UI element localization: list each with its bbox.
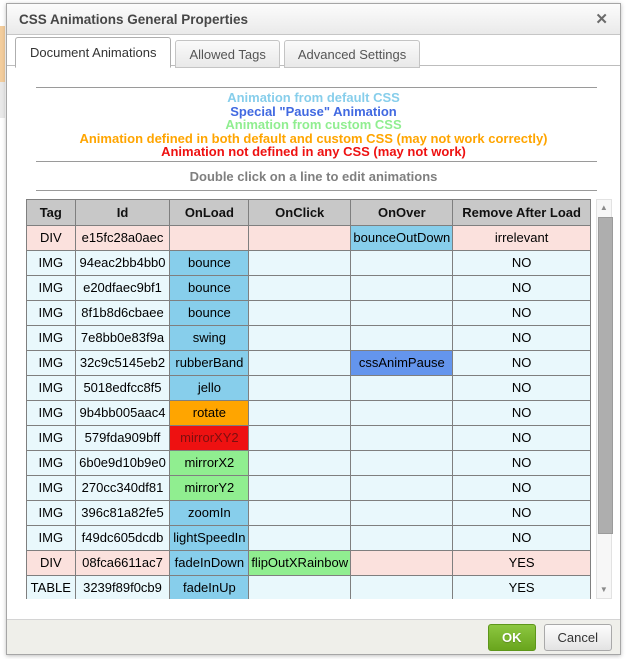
legend-line: Special "Pause" Animation	[230, 103, 397, 119]
cell-onclick[interactable]	[249, 475, 351, 500]
scrollbar-down-icon[interactable]: ▼	[599, 585, 608, 595]
cell-tag[interactable]: TABLE	[27, 575, 76, 599]
cell-onload[interactable]: rubberBand	[170, 350, 249, 375]
cell-tag[interactable]: IMG	[27, 300, 76, 325]
table-row[interactable]	[27, 475, 591, 500]
legend-line: Animation defined in both default and custom CSS (may not work correctly)	[79, 130, 548, 146]
cell-id[interactable]: e20dfaec9bf1	[75, 275, 170, 300]
table-row[interactable]	[27, 450, 591, 475]
table-row[interactable]	[27, 375, 591, 400]
cell-onover[interactable]	[351, 400, 453, 425]
cell-onover[interactable]	[351, 475, 453, 500]
cell-remove-after-load[interactable]: NO	[453, 350, 590, 375]
table-row[interactable]	[27, 575, 591, 599]
cell-onclick[interactable]	[249, 300, 351, 325]
tab-advanced-settings[interactable]: Advanced Settings	[284, 40, 420, 68]
cell-id[interactable]: f49dc605dcdb	[75, 525, 170, 550]
legend-lines	[7, 88, 620, 161]
cell-tag[interactable]: IMG	[27, 425, 76, 450]
background-page-sliver	[0, 26, 5, 82]
table-row[interactable]	[27, 400, 591, 425]
legend-line: Animation from custom CSS	[225, 117, 402, 133]
divider	[36, 190, 597, 191]
cell-id[interactable]: 08fca6611ac7	[75, 550, 170, 575]
tab-document-animations[interactable]: Document Animations	[15, 37, 171, 68]
table-row[interactable]	[27, 500, 591, 525]
cell-remove-after-load[interactable]: NO	[453, 300, 590, 325]
cell-onload[interactable]: fadeInDown	[170, 550, 249, 575]
cell-id[interactable]: 270cc340df81	[75, 475, 170, 500]
cell-tag[interactable]: IMG	[27, 475, 76, 500]
cell-onover[interactable]	[351, 275, 453, 300]
close-icon[interactable]: ✕	[595, 10, 608, 28]
cell-onover[interactable]: bounceOutDown	[351, 225, 453, 250]
cell-onclick[interactable]	[249, 425, 351, 450]
cell-onover[interactable]	[351, 575, 453, 599]
cell-onover[interactable]	[351, 250, 453, 275]
legend-line: Animation not defined in any CSS (may not work)	[161, 144, 466, 160]
animations-table-zone	[26, 199, 612, 599]
cell-id[interactable]: 6b0e9d10b9e0	[75, 450, 170, 475]
cell-tag[interactable]: IMG	[27, 275, 76, 300]
cell-id[interactable]: 8f1b8d6cbaee	[75, 300, 170, 325]
cell-id[interactable]: 32c9c5145eb2	[75, 350, 170, 375]
table-row[interactable]	[27, 250, 591, 275]
legend-section	[7, 87, 620, 191]
scrollbar-up-icon[interactable]: ▲	[599, 203, 608, 213]
table-row[interactable]	[27, 225, 591, 250]
cell-remove-after-load[interactable]: NO	[453, 325, 590, 350]
column-header-tag: Tag	[27, 199, 76, 225]
cell-tag[interactable]: IMG	[27, 325, 76, 350]
cell-remove-after-load[interactable]: irrelevant	[453, 225, 590, 250]
cell-onload[interactable]: rotate	[170, 400, 249, 425]
instruction-text: Double click on a line to edit animations	[189, 168, 438, 184]
column-header-onclick: OnClick	[249, 199, 351, 225]
cell-onload[interactable]: mirrorY2	[170, 475, 249, 500]
cell-onclick[interactable]	[249, 375, 351, 400]
cell-id[interactable]: e15fc28a0aec	[75, 225, 170, 250]
table-row[interactable]	[27, 525, 591, 550]
cell-onclick[interactable]: flipOutXRainbow	[249, 550, 351, 575]
table-row[interactable]	[27, 550, 591, 575]
cell-tag[interactable]: IMG	[27, 525, 76, 550]
cell-id[interactable]: 9b4bb005aac4	[75, 400, 170, 425]
cell-onclick[interactable]	[249, 250, 351, 275]
table-row[interactable]	[27, 425, 591, 450]
cancel-button[interactable]: Cancel	[544, 624, 612, 651]
cell-tag[interactable]: IMG	[27, 500, 76, 525]
column-header-onload: OnLoad	[170, 199, 249, 225]
cell-onload[interactable]: bounce	[170, 275, 249, 300]
cell-remove-after-load[interactable]: NO	[453, 250, 590, 275]
tab-allowed-tags[interactable]: Allowed Tags	[175, 40, 279, 68]
cell-tag[interactable]: DIV	[27, 225, 76, 250]
cell-onclick[interactable]	[249, 575, 351, 599]
cell-tag[interactable]: DIV	[27, 550, 76, 575]
cell-onclick[interactable]	[249, 325, 351, 350]
cell-onclick[interactable]	[249, 350, 351, 375]
cell-onover[interactable]	[351, 450, 453, 475]
column-header-id: Id	[75, 199, 170, 225]
css-animations-dialog	[6, 3, 621, 655]
cell-onload[interactable]: mirrorX2	[170, 450, 249, 475]
tab-bar	[7, 35, 620, 66]
cell-remove-after-load[interactable]: YES	[453, 575, 590, 599]
cell-onover[interactable]	[351, 325, 453, 350]
cell-onclick[interactable]	[249, 400, 351, 425]
cell-onclick[interactable]	[249, 275, 351, 300]
cell-onload[interactable]: swing	[170, 325, 249, 350]
table-scrollbar[interactable]	[596, 199, 612, 599]
cell-tag[interactable]: IMG	[27, 350, 76, 375]
cell-onload[interactable]: mirrorXY2	[170, 425, 249, 450]
cell-id[interactable]: 396c81a82fe5	[75, 500, 170, 525]
cell-id[interactable]: 94eac2bb4bb0	[75, 250, 170, 275]
column-header-onover: OnOver	[351, 199, 453, 225]
cell-remove-after-load[interactable]: NO	[453, 500, 590, 525]
cell-remove-after-load[interactable]: YES	[453, 550, 590, 575]
cell-remove-after-load[interactable]: NO	[453, 400, 590, 425]
ok-button[interactable]: OK	[488, 624, 536, 651]
cell-onload[interactable]: bounce	[170, 300, 249, 325]
animations-table	[26, 199, 591, 599]
table-row[interactable]	[27, 300, 591, 325]
cell-onover[interactable]	[351, 550, 453, 575]
cell-onover[interactable]	[351, 500, 453, 525]
column-header-remove-after-load: Remove After Load	[453, 199, 590, 225]
dialog-footer	[7, 619, 620, 654]
cell-onover[interactable]	[351, 425, 453, 450]
animations-table-wrap	[26, 199, 591, 599]
cell-onload[interactable]	[170, 225, 249, 250]
cell-onover[interactable]	[351, 300, 453, 325]
cell-id[interactable]: 3239f89f0cb9	[75, 575, 170, 599]
table-row[interactable]	[27, 350, 591, 375]
table-row[interactable]	[27, 275, 591, 300]
cell-id[interactable]: 7e8bb0e83f9a	[75, 325, 170, 350]
background-page-sliver-2	[0, 82, 5, 118]
scrollbar-thumb[interactable]	[598, 217, 613, 534]
dialog-titlebar	[7, 4, 620, 35]
legend-line: Animation from default CSS	[227, 90, 400, 105]
cell-remove-after-load[interactable]: NO	[453, 450, 590, 475]
cell-onclick[interactable]	[249, 525, 351, 550]
cell-onover[interactable]	[351, 525, 453, 550]
cell-remove-after-load[interactable]: NO	[453, 475, 590, 500]
cell-tag[interactable]: IMG	[27, 400, 76, 425]
cell-remove-after-load[interactable]: NO	[453, 375, 590, 400]
cell-remove-after-load[interactable]: NO	[453, 525, 590, 550]
cell-onclick[interactable]	[249, 225, 351, 250]
cell-onclick[interactable]	[249, 450, 351, 475]
cell-tag[interactable]: IMG	[27, 375, 76, 400]
cell-onload[interactable]: jello	[170, 375, 249, 400]
table-row[interactable]	[27, 325, 591, 350]
cell-onload[interactable]: bounce	[170, 250, 249, 275]
cell-tag[interactable]: IMG	[27, 250, 76, 275]
cell-id[interactable]: 579fda909bff	[75, 425, 170, 450]
cell-onover[interactable]: cssAnimPause	[351, 350, 453, 375]
cell-onload[interactable]: lightSpeedIn	[170, 525, 249, 550]
cell-onload[interactable]: fadeInUp	[170, 575, 249, 599]
table-header-row	[27, 199, 591, 225]
cell-tag[interactable]: IMG	[27, 450, 76, 475]
cell-onover[interactable]	[351, 375, 453, 400]
cell-remove-after-load[interactable]: NO	[453, 275, 590, 300]
cell-onclick[interactable]	[249, 500, 351, 525]
cell-remove-after-load[interactable]: NO	[453, 425, 590, 450]
cell-id[interactable]: 5018edfcc8f5	[75, 375, 170, 400]
cell-onload[interactable]: zoomIn	[170, 500, 249, 525]
dialog-title: CSS Animations General Properties	[19, 11, 249, 27]
